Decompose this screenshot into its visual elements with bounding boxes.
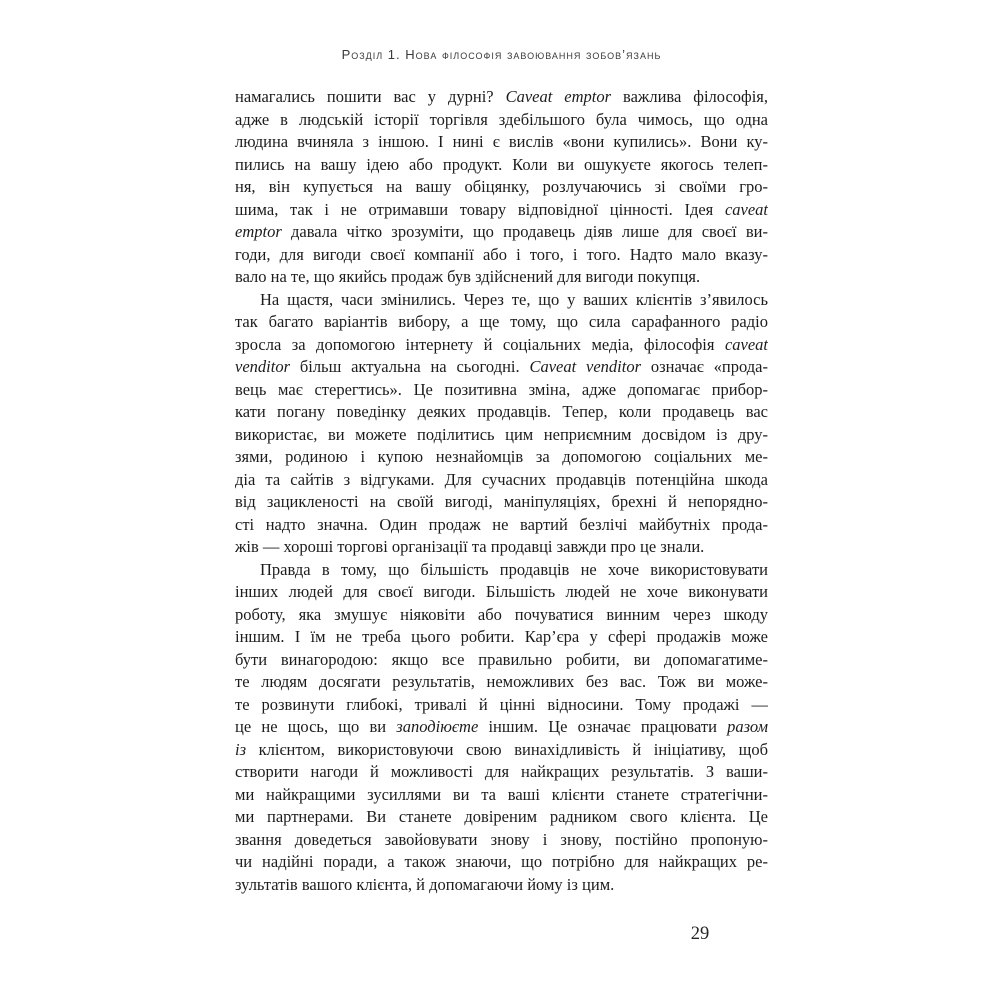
page-number: 29 <box>690 924 710 944</box>
text-line: використає, ви можете поділитись цим неприємним досвідом із дру- <box>235 424 768 444</box>
text-line: людина вчиняла з іншою. І нині є вислів «вони купились». Вони ку- <box>235 132 768 151</box>
text-line: вець має стерегтись». Це позитивна зміна, адже допомагає прибор- <box>235 379 768 399</box>
text-line: шима, так і не отримавши товару відповідної цінності. Ідея caveat <box>235 199 768 219</box>
text-line: На щастя, часи змінились. Через те, що у ваших клієнтів з’явилось <box>260 289 768 309</box>
text-line: чи надійні поради, а також знаючи, що потрібно для найкращих ре- <box>235 852 768 871</box>
text-line: зросла за допомогою інтернету й соціальних медіа, філософія caveat <box>235 334 768 354</box>
text-line: кати погану поведінку деяких продавців. Тепер, коли продавець вас <box>235 402 768 421</box>
text-line: жів — хороші торгові організації та продавці завжди про це знали. <box>235 537 705 556</box>
text-line: адже в людській історії торгівля здебільшого була чимось, що одна <box>235 109 768 129</box>
text-line: бути винагородою: якщо все правильно робити, ви допомагатиме- <box>235 649 768 669</box>
text-line: те людям досягати результатів, неможливих без вас. Тож ви може- <box>235 672 768 691</box>
text-line: зями, родиною і купою незнайомців за допомогою соціальних ме- <box>235 447 768 466</box>
text-line: із клієнтом, використовуючи свою винахідливість й ініціативу, щоб <box>235 739 768 759</box>
text-block <box>235 86 768 896</box>
text-line: venditor більш актуальна на сьогодні. Caveat venditor означає «прода- <box>235 357 768 376</box>
text-line: створити нагоди й можливості для найкращих результатів. З ваши- <box>235 762 768 781</box>
text-line: так багато варіантів вибору, а ще тому, що сила сарафанного радіо <box>235 312 768 331</box>
text-line: намагались пошити вас у дурні? Caveat emptor важлива філософія, <box>235 87 768 106</box>
text-line: те розвинути глибокі, тривалі й цінні відносини. Тому продажі — <box>235 694 768 714</box>
text-line: emptor давала чітко зрозуміти, що продавець діяв лише для своєї ви- <box>235 222 768 241</box>
text-line: Правда в тому, що більшість продавців не хоче використовувати <box>260 559 768 579</box>
text-line: роботу, яка змушує ніяковіти або почуватися винним через шкоду <box>235 604 768 624</box>
text-line: сті надто значна. Один продаж не вартий безлічі майбутніх прода- <box>235 514 768 534</box>
text-line: зультатів вашого клієнта, й допомагаючи йому із цим. <box>235 874 615 894</box>
paragraph <box>235 289 768 559</box>
text-line: ми найкращими зусиллями ви та ваші клієнти станете стратегічни- <box>235 784 768 804</box>
text-line: діа та сайтів з відгуками. Для сучасних продавців потенційна шкода <box>235 469 768 489</box>
text-line: іншим. І їм не треба цього робити. Кар’єра у сфері продажів може <box>235 627 768 646</box>
text-line: це не щось, що ви заподіюєте іншим. Це означає працювати разом <box>235 717 768 736</box>
paragraph <box>235 86 768 289</box>
text-line: інших людей для своєї вигоди. Більшість людей не хоче виконувати <box>235 582 768 601</box>
text-line: пились на вашу ідею або продукт. Коли ви ошукуєте якогось телеп- <box>235 154 768 174</box>
text-line: ми партнерами. Ви станете довіреним радником свого клієнта. Це <box>235 807 768 826</box>
text-line: годи, для вигоди своєї компанії або і того, і того. Надто мало вказу- <box>235 244 768 264</box>
running-header: Розділ 1. Нова філософія завоювання зобов’язань <box>341 47 662 62</box>
text-line: звання доведеться завойовувати знову і знову, постійно пропоную- <box>235 829 768 849</box>
paragraph <box>235 559 768 897</box>
text-line: від зацикленості на своїй вигоді, маніпуляціях, брехні й непорядно- <box>235 492 768 511</box>
text-line: вало на те, що якийсь продаж був здійснений для вигоди покупця. <box>235 267 701 286</box>
text-line: ня, він купується на вашу обіцянку, розлучаючись зі своїми гро- <box>235 177 768 196</box>
